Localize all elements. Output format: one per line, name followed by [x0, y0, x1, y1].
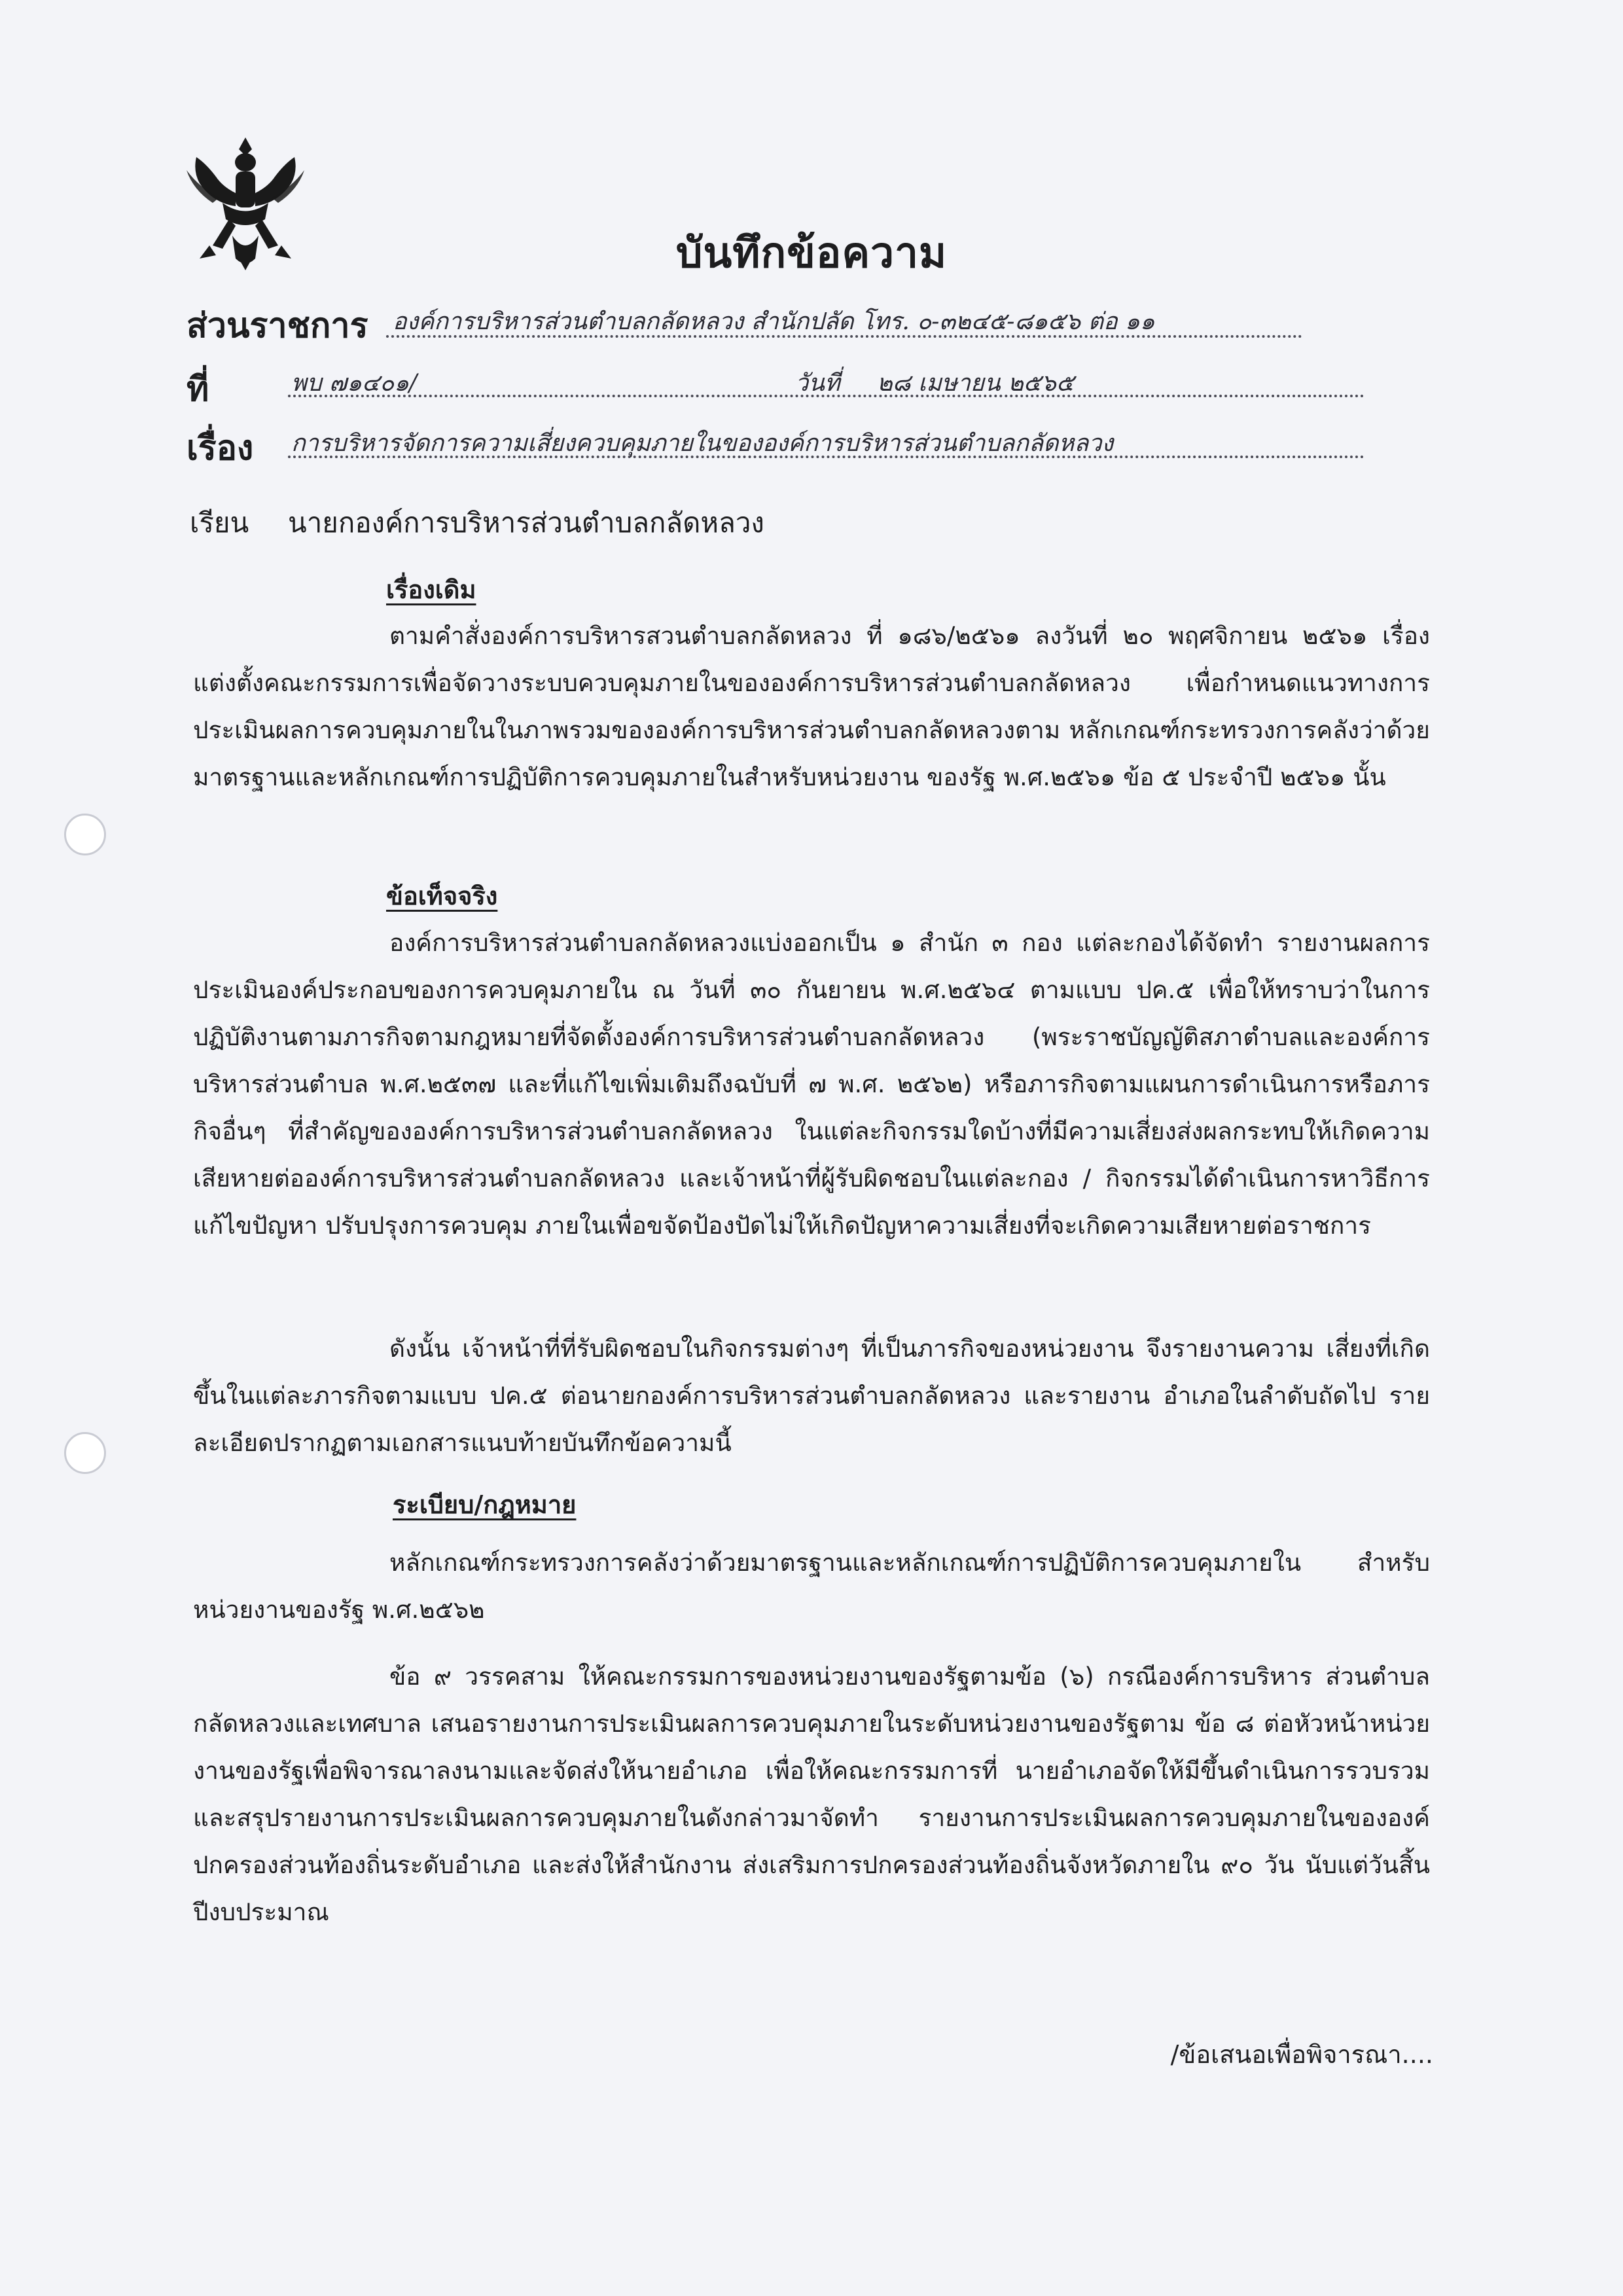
facts-paragraph-2: ดังนั้น เจ้าหน้าที่ที่รับผิดชอบในกิจกรรมต่างๆ ที่เป็นภารกิจของหน่วยงาน จึงรายงานความ เสี่ยงที่เกิดขึ้นในแต่ละภารกิจตามแบบ ปค.๕ ต่อนายกองค์การบริหารส่วนตำบลกลัดหลวง และรายงาน อำเภอในลำดับถัดไป รายละเอียดปรากฏตามเอกสารแนบท้ายบันทึกข้อความนี้	[193, 1335, 1430, 1457]
section-heading-facts: ข้อเท็จจริง	[386, 882, 498, 910]
department-label: ส่วนราชการ	[187, 306, 368, 346]
to-value: นายกองค์การบริหารส่วนตำบลกลัดหลวง	[288, 507, 764, 539]
ref-value: พบ ๗๑๔๐๑/	[291, 370, 418, 397]
law-paragraph-2: ข้อ ๙ วรรคสาม ให้คณะกรรมการของหน่วยงานของรัฐตามข้อ (๖) กรณีองค์การบริหาร ส่วนตำบลกลัดหลวงและเทศบาล เสนอรายงานการประเมินผลการควบคุมภายในระดับหน่วยงานของรัฐตาม ข้อ ๘ ต่อหัวหน้าหน่วยงานของรัฐเพื่อพิจารณาลงนามและจัดส่งให้นายอำเภอ เพื่อให้คณะกรรมการที่ นายอำเภอจัดให้มีขึ้นดำเนินการรวบรวมและสรุปรายงานการประเมินผลการควบคุมภายในดังกล่าวมาจัดทำ รายงานการประเมินผลการควบคุมภายในขององค์ปกครองส่วนท้องถิ่นระดับอำเภอ และส่งให้สำนักงาน ส่งเสริมการปกครองส่วนท้องถิ่นจังหวัดภายใน ๙๐ วัน นับแต่วันสิ้นปีงบประมาณ	[193, 1662, 1430, 1926]
to-label: เรียน	[190, 507, 249, 539]
date-label: วันที่	[795, 370, 840, 397]
law-paragraph: หลักเกณฑ์กระทรวงการคลังว่าด้วยมาตรฐานและหลักเกณฑ์การปฏิบัติการควบคุมภายใน สำหรับหน่วยงานของรัฐ พ.ศ.๒๕๖๒	[193, 1549, 1430, 1624]
date-value: ๒๘ เมษายน ๒๕๖๕	[877, 370, 1075, 397]
facts-paragraph: องค์การบริหารส่วนตำบลกลัดหลวงแบ่งออกเป็น ๑ สำนัก ๓ กอง แต่ละกองได้จัดทำ รายงานผลการประเมินองค์ประกอบของการควบคุมภายใน ณ วันที่ ๓๐ กันยายน พ.ศ.๒๕๖๔ ตามแบบ ปค.๕ เพื่อให้ทราบว่าในการปฏิบัติงานตามภารกิจตามกฎหมายที่จัดตั้งองค์การบริหารส่วนตำบลกลัดหลวง (พระราชบัญญัติสภาตำบลและองค์การบริหารส่วนตำบล พ.ศ.๒๕๓๗ และที่แก้ไขเพิ่มเติมถึงฉบับที่ ๗ พ.ศ. ๒๕๖๒) หรือภารกิจตามแผนการดำเนินการหรือภารกิจอื่นๆ ที่สำคัญขององค์การบริหารส่วนตำบลกลัดหลวง ในแต่ละกิจกรรมใดบ้างที่มีความเสี่ยงส่งผลกระทบให้เกิดความเสียหายต่อองค์การบริหารส่วนตำบลกลัดหลวง และเจ้าหน้าที่ผู้รับผิดชอบในแต่ละกอง / กิจกรรมได้ดำเนินการหาวิธีการแก้ไขปัญหา ปรับปรุงการควบคุม ภายในเพื่อขจัดป้องปัดไม่ให้เกิดปัญหาความเสี่ยงที่จะเกิดความเสียหายต่อราชการ	[193, 929, 1430, 1240]
punch-hole	[64, 814, 106, 855]
background-paragraph: ตามคำสั่งองค์การบริหารสวนตำบลกลัดหลวง ที่ ๑๘๖/๒๕๖๑ ลงวันที่ ๒๐ พฤศจิกายน ๒๕๖๑ เรื่อง แต่งตั้งคณะกรรมการเพื่อจัดวางระบบควบคุมภายในขององค์การบริหารส่วนตำบลกลัดหลวง เพื่อกำหนดแนวทางการประเมินผลการควบคุมภายในในภาพรวมขององค์การบริหารส่วนตำบลกลัดหลวงตาม หลักเกณฑ์กระทรวงการคลังว่าด้วยมาตรฐานและหลักเกณฑ์การปฏิบัติการควบคุมภายในสำหรับหน่วยงาน ของรัฐ พ.ศ.๒๕๖๑ ข้อ ๕ ประจำปี ๒๕๖๑ นั้น	[193, 622, 1430, 791]
continuation-note: /ข้อเสนอเพื่อพิจารณา....	[1170, 2040, 1433, 2069]
section-heading-law: ระเบียบ/กฎหมาย	[393, 1490, 577, 1519]
department-value: องค์การบริหารส่วนตำบลกลัดหลวง สำนักปลัด โทร. ๐-๓๒๔๕-๘๑๕๖ ต่อ ๑๑	[393, 308, 1155, 335]
punch-hole	[64, 1432, 106, 1474]
section-heading-background: เรื่องเดิม	[386, 575, 476, 604]
subject-value: การบริหารจัดการความเสี่ยงควบคุมภายในขององค์การบริหารส่วนตำบลกลัดหลวง	[291, 430, 1114, 457]
subject-label: เรื่อง	[187, 429, 254, 468]
memo-title: บันทึกข้อความ	[675, 229, 948, 278]
ref-label: ที่	[187, 370, 209, 409]
